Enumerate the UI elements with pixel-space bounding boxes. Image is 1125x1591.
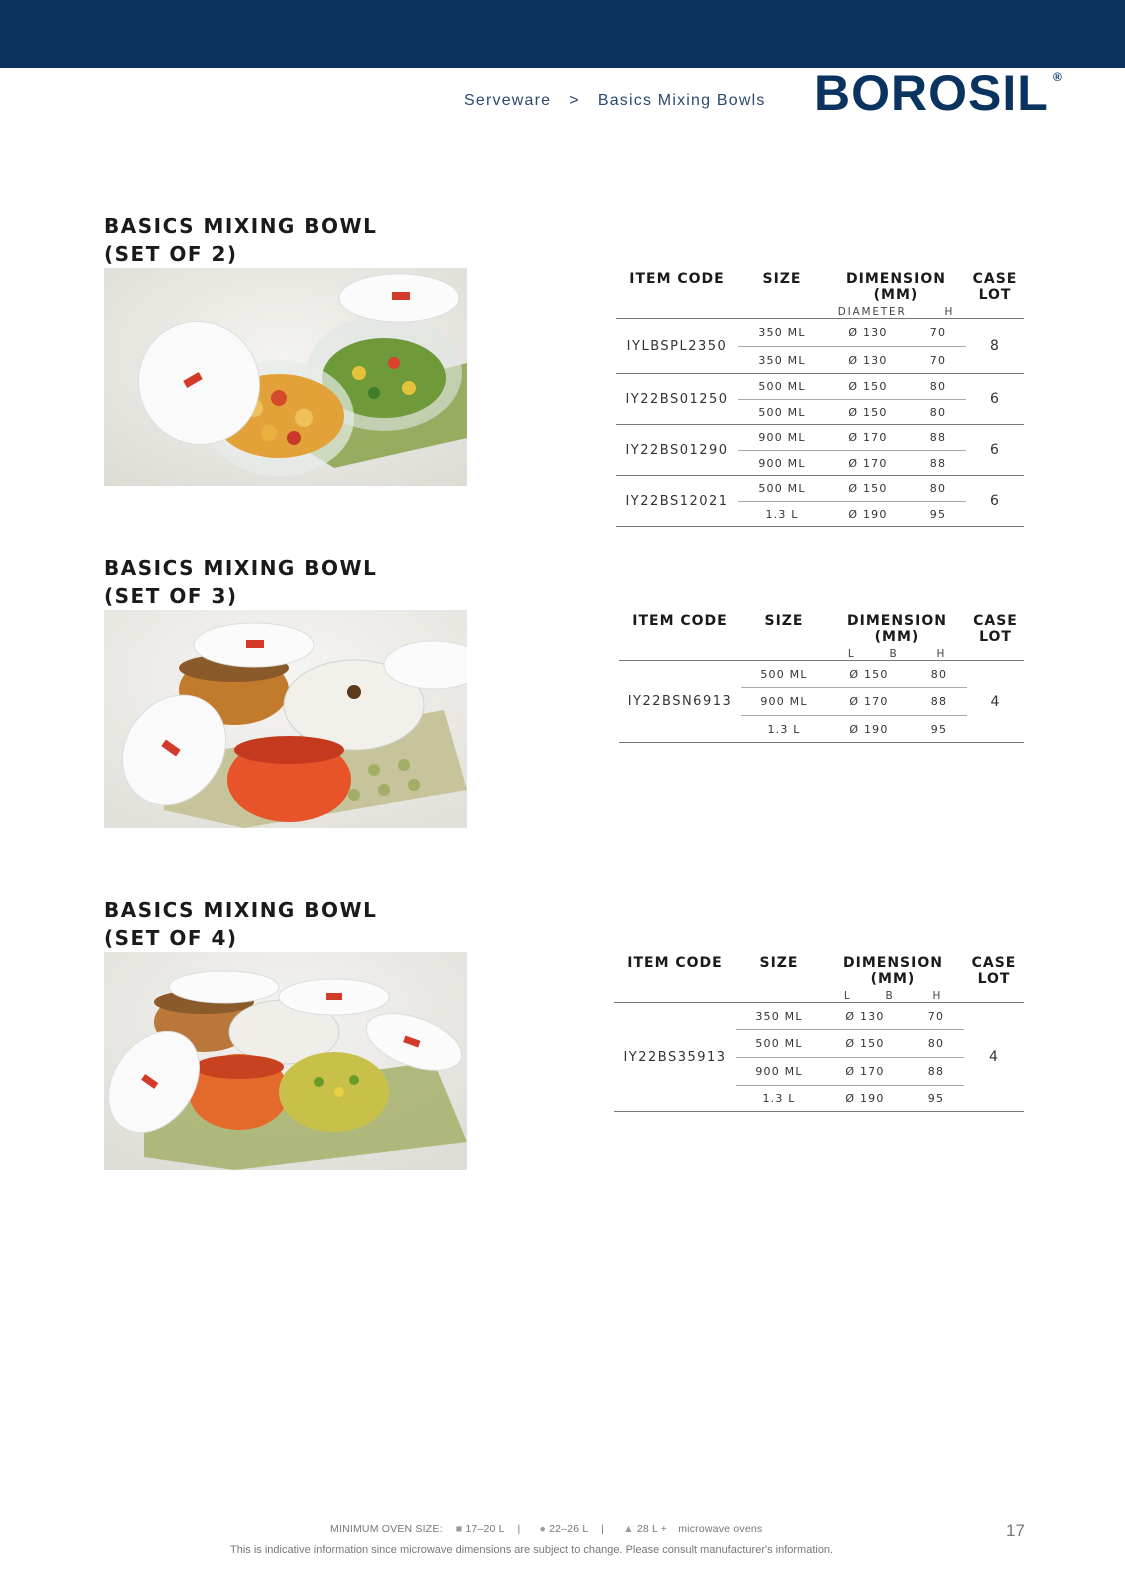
dimension-header <box>827 613 967 661</box>
case-lot-cell: 6 <box>989 442 1001 458</box>
diameter-cell: Ø 150 <box>826 374 910 400</box>
size-cell: 1.3 L <box>767 722 801 736</box>
case-label: CASE <box>972 271 1018 287</box>
oven-size-large: 28 L + <box>636 1523 668 1535</box>
item-code-header: ITEM CODE <box>629 271 725 287</box>
diameter-cell: Ø 190 <box>848 507 888 521</box>
case-lot-header <box>967 613 1024 661</box>
item-code-cell: IY22BS01250 <box>625 391 729 407</box>
section-subtitle-line: (SET OF 4) <box>104 926 238 950</box>
oven-size-medium: 22–26 L <box>549 1523 589 1535</box>
size-cell: 500 ML <box>738 374 826 400</box>
triangle-icon: ▲ <box>623 1523 634 1535</box>
section-title-set-of-3 <box>104 554 377 610</box>
height-cell: 80 <box>929 405 947 419</box>
height-cell: 70 <box>929 353 947 367</box>
height-cell: 95 <box>929 507 947 521</box>
table-header-row <box>614 955 1024 1003</box>
dim-sub-l: L <box>843 990 852 1002</box>
section-title-line: BASICS MIXING BOWL <box>104 898 378 922</box>
diameter-cell: Ø 150 <box>826 476 910 502</box>
size-cell: 900 ML <box>741 688 827 716</box>
lot-label: LOT <box>977 971 1011 987</box>
size-cell: 500 ML <box>736 1030 822 1058</box>
item-code-cell: IY22BS35913 <box>623 1049 727 1065</box>
breadcrumb-separator: > <box>569 92 580 109</box>
height-cell: 88 <box>911 688 967 716</box>
case-lot-header <box>964 955 1024 1003</box>
size-cell: 900 ML <box>736 1058 822 1086</box>
item-code-cell: IY22BSN6913 <box>627 694 733 709</box>
size-cell: 900 ML <box>738 425 826 451</box>
section-title-set-of-2 <box>104 212 377 268</box>
item-code-header: ITEM CODE <box>627 955 723 971</box>
item-code-cell: IY22BS01290 <box>625 442 729 458</box>
brand-logo <box>814 64 1063 122</box>
dim-sub-diameter: DIAMETER <box>837 306 907 318</box>
height-cell: 70 <box>908 1003 964 1030</box>
height-cell: 88 <box>929 456 947 470</box>
size-header: SIZE <box>762 271 802 287</box>
height-cell: 88 <box>910 425 966 451</box>
case-lot-cell: 4 <box>990 693 1001 710</box>
section-title-line: BASICS MIXING BOWL <box>104 214 378 238</box>
diameter-cell: Ø 150 <box>848 405 888 419</box>
size-cell: 1.3 L <box>762 1092 796 1105</box>
product-photo-set-of-3 <box>104 610 467 828</box>
diameter-cell: Ø 170 <box>822 1058 908 1086</box>
top-banner <box>0 0 1125 68</box>
case-lot-cell: 6 <box>989 493 1001 509</box>
height-cell: 80 <box>911 661 967 688</box>
dim-sub-h: H <box>932 990 943 1002</box>
item-code-header: ITEM CODE <box>632 613 728 629</box>
dim-sub-b: B <box>889 648 899 660</box>
dimension-header <box>822 955 964 1003</box>
size-cell: 350 ML <box>736 1003 822 1030</box>
circle-icon: ● <box>539 1523 547 1535</box>
height-cell: 80 <box>910 374 966 400</box>
product-photo-set-of-4 <box>104 952 467 1170</box>
case-lot-cell: 6 <box>989 391 1001 407</box>
dim-sub-l: L <box>847 648 856 660</box>
spec-table-set-of-2 <box>616 271 1024 527</box>
case-lot-cell: 8 <box>989 338 1001 354</box>
diameter-cell: Ø 130 <box>822 1003 908 1030</box>
size-cell: 350 ML <box>758 353 806 367</box>
case-label: CASE <box>971 955 1017 971</box>
item-code-cell: IY22BS12021 <box>625 493 729 509</box>
square-icon: ■ <box>455 1523 463 1535</box>
size-cell: 500 ML <box>758 405 806 419</box>
oven-size-small: 17–20 L <box>465 1523 505 1535</box>
registered-mark: ® <box>1052 70 1063 84</box>
size-cell: 500 ML <box>741 661 827 688</box>
disclaimer: This is indicative information since microwave dimensions are subject to change. Please consult manufacturer's information. <box>230 1544 834 1556</box>
section-title-line: BASICS MIXING BOWL <box>104 556 378 580</box>
oven-size-legend <box>330 1523 762 1535</box>
breadcrumb <box>464 92 766 110</box>
dim-sub-h: H <box>936 648 947 660</box>
oven-size-label: MINIMUM OVEN SIZE: <box>330 1523 443 1535</box>
case-lot-cell: 4 <box>988 1049 1000 1065</box>
height-cell: 95 <box>930 722 948 736</box>
size-header: SIZE <box>759 955 799 971</box>
table-row <box>616 319 1024 347</box>
lot-label: LOT <box>978 287 1012 303</box>
section-title-set-of-4 <box>104 896 377 952</box>
logo-text: BOROSIL <box>814 65 1049 121</box>
size-cell: 500 ML <box>738 476 826 502</box>
diameter-cell: Ø 190 <box>845 1092 885 1105</box>
dim-sub-h: H <box>944 306 955 318</box>
table-header-row <box>616 271 1024 319</box>
breadcrumb-item-current: Basics Mixing Bowls <box>597 92 766 109</box>
dimension-label: DIMENSION (MM) <box>843 955 943 987</box>
item-code-cell: IYLBSPL2350 <box>626 338 728 354</box>
table-row <box>616 425 1024 451</box>
section-subtitle-line: (SET OF 3) <box>104 584 238 608</box>
oven-size-suffix: microwave ovens <box>678 1523 763 1535</box>
table-row <box>614 1003 1024 1030</box>
diameter-cell: Ø 130 <box>826 319 910 347</box>
diameter-cell: Ø 190 <box>849 722 889 736</box>
size-cell: 900 ML <box>758 456 806 470</box>
case-label: CASE <box>973 613 1018 629</box>
legend-divider: | <box>601 1523 605 1535</box>
table-row <box>619 661 1024 688</box>
diameter-cell: Ø 150 <box>822 1030 908 1058</box>
dimension-header <box>826 271 966 319</box>
breadcrumb-item-serveware[interactable]: Serveware <box>464 92 552 109</box>
lot-label: LOT <box>979 629 1012 645</box>
section-subtitle-line: (SET OF 2) <box>104 242 238 266</box>
table-row <box>616 374 1024 400</box>
diameter-cell: Ø 130 <box>848 353 888 367</box>
spec-table-set-of-4 <box>614 955 1024 1112</box>
height-cell: 80 <box>908 1030 964 1058</box>
size-header: SIZE <box>764 613 804 629</box>
table-row <box>616 476 1024 502</box>
table-header-row <box>619 613 1024 661</box>
page-number: 17 <box>1006 1521 1025 1540</box>
size-cell: 350 ML <box>738 319 826 347</box>
dimension-label: DIMENSION (MM) <box>847 613 947 645</box>
case-lot-header <box>966 271 1024 319</box>
height-cell: 88 <box>908 1058 964 1086</box>
height-cell: 95 <box>927 1092 945 1105</box>
dimension-label: DIMENSION (MM) <box>846 271 946 303</box>
height-cell: 80 <box>910 476 966 502</box>
diameter-cell: Ø 170 <box>827 688 911 716</box>
dim-sub-b: B <box>885 990 895 1002</box>
diameter-cell: Ø 170 <box>826 425 910 451</box>
size-cell: 1.3 L <box>765 507 799 521</box>
legend-divider: | <box>517 1523 521 1535</box>
diameter-cell: Ø 150 <box>827 661 911 688</box>
spec-table-set-of-3 <box>619 613 1024 743</box>
product-photo-set-of-2 <box>104 268 467 486</box>
diameter-cell: Ø 170 <box>848 456 888 470</box>
height-cell: 70 <box>910 319 966 347</box>
